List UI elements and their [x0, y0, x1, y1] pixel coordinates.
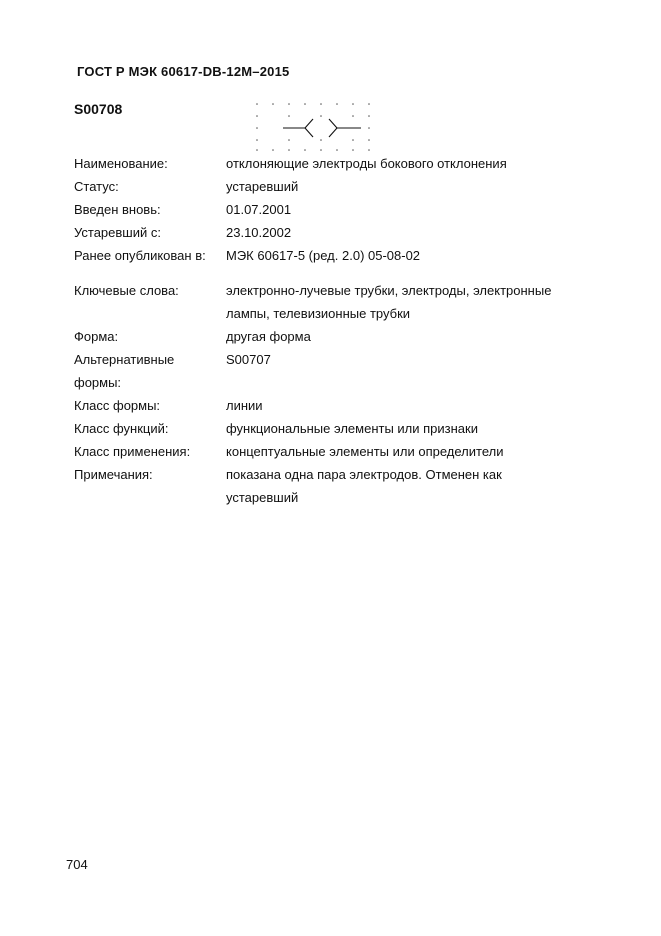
page-number: 704 — [66, 857, 88, 872]
symbol-code: S00708 — [74, 101, 123, 117]
field-label: Статус: — [74, 179, 119, 194]
field-label: формы: — [74, 375, 122, 390]
field-value: линии — [226, 398, 263, 413]
field-value: электронно-лучевые трубки, электроды, электронные — [226, 283, 552, 298]
field-label: Ранее опубликован в: — [74, 248, 206, 263]
field-value: отклоняющие электроды бокового отклонения — [226, 156, 507, 171]
field-label: Наименование: — [74, 156, 168, 171]
field-label: Класс формы: — [74, 398, 161, 413]
field-value: показана одна пара электродов. Отменен как — [226, 467, 502, 482]
field-label: Альтернативные — [74, 352, 175, 367]
field-value: S00707 — [226, 352, 271, 367]
field-value: 01.07.2001 — [226, 202, 292, 217]
field-value: МЭК 60617-5 (ред. 2.0) 05-08-02 — [226, 248, 421, 263]
field-label: Устаревший с: — [74, 225, 161, 240]
field-value: устаревший — [226, 179, 299, 194]
field-value: другая форма — [226, 329, 311, 344]
field-value: устаревший — [226, 490, 299, 505]
field-value: концептуальные элементы или определители — [226, 444, 504, 459]
field-label: Форма: — [74, 329, 119, 344]
document-header: ГОСТ Р МЭК 60617-DB-12M–2015 — [77, 64, 290, 79]
field-value: 23.10.2002 — [226, 225, 292, 240]
deflecting-electrodes-symbol-icon — [253, 98, 383, 154]
field-label: Примечания: — [74, 467, 153, 482]
field-label: Введен вновь: — [74, 202, 161, 217]
field-value: функциональные элементы или признаки — [226, 421, 478, 436]
field-label: Ключевые слова: — [74, 283, 179, 298]
field-value: лампы, телевизионные трубки — [226, 306, 411, 321]
field-label: Класс применения: — [74, 444, 191, 459]
field-label: Класс функций: — [74, 421, 169, 436]
